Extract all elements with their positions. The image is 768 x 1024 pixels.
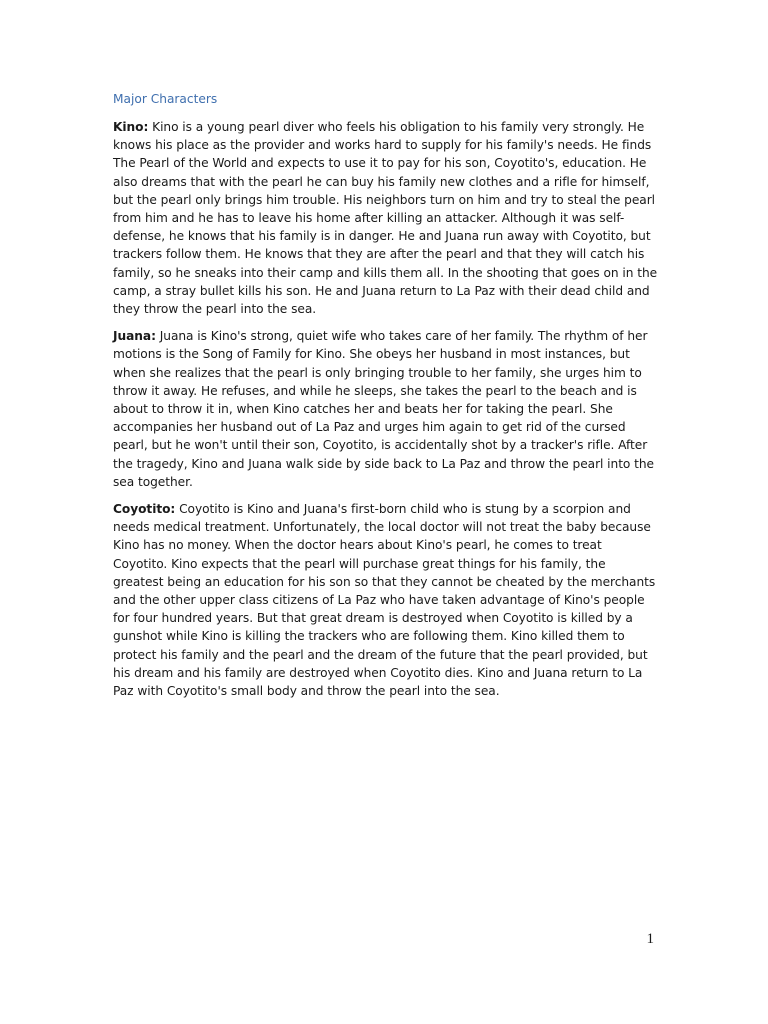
character-entry-coyotito [113, 500, 658, 700]
page-content [113, 90, 658, 709]
page-number: 1 [646, 931, 654, 947]
character-description: Kino is a young pearl diver who feels his obligation to his family very strongly. He knows his place as the provider and works hard to supply for his family's needs. He finds The Pearl of the World and expects to use it to pay for his son, Coyotito's, education. He also dreams that with the pearl he can buy his family new clothes and a rifle for himself, but the pearl only brings him trouble. His neighbors turn on him and try to steal the pearl from him and he has to leave his home after killing an attacker. Although it was self-defense, he knows that his family is in danger. He and Juana run away with Coyotito, but trackers follow them. He knows that they are after the pearl and that they will catch his family, so he sneaks into their camp and kills them all. In the shooting that goes on in the camp, a stray bullet kills his son. He and Juana return to La Paz with their dead child and they throw the pearl into the sea. [113, 120, 658, 317]
section-heading: Major Characters [113, 92, 218, 106]
character-name: Juana: [113, 329, 156, 344]
character-entry-juana [113, 327, 658, 491]
character-description: Juana is Kino's strong, quiet wife who takes care of her family. The rhythm of her motions is the Song of Family for Kino. She obeys her husband in most instances, but when she realizes that the pearl is only bringing trouble to her family, she urges him to throw it away. He refuses, and while he sleeps, she takes the pearl to the beach and is about to throw it in, when Kino catches her and beats her for taking the pearl. She accompanies her husband out of La Paz and urges him again to get rid of the cursed pearl, but he won't until their son, Coyotito, is accidentally shot by a tracker's rifle. After the tragedy, Kino and Juana walk side by side back to La Paz and throw the pearl into the sea together. [113, 329, 655, 489]
character-entry-kino [113, 118, 658, 318]
character-description: Coyotito is Kino and Juana's first-born child who is stung by a scorpion and needs medical treatment. Unfortunately, the local doctor will not treat the baby because Kino has no money. When the doctor hears about Kino's pearl, he comes to treat Coyotito. Kino expects that the pearl will purchase great things for his family, the greatest being an education for his son so that they cannot be cheated by the merchants and the other upper class citizens of La Paz who have taken advantage of Kino's people for four hundred years. But that great dream is destroyed when Coyotito is killed by a gunshot while Kino is killing the trackers who are following them. Kino killed them to protect his family and the pearl and the dream of the future that the pearl provided, but his dream and his family are destroyed when Coyotito dies. Kino and Juana return to La Paz with Coyotito's small body and throw the pearl into the sea. [113, 502, 656, 699]
character-name: Kino: [113, 120, 149, 134]
character-name: Coyotito: [113, 502, 176, 517]
